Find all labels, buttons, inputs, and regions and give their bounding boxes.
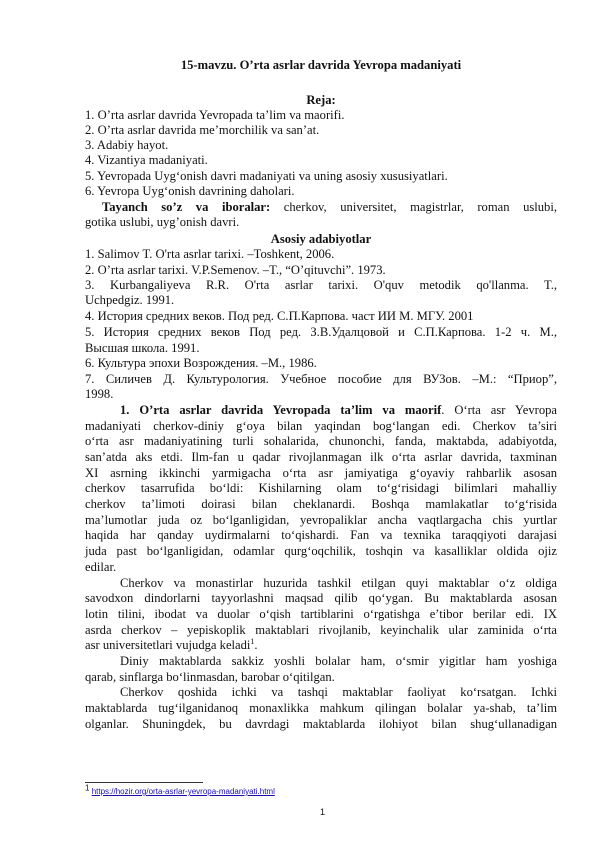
literature-item: 2. O’rta asrlar tarixi. V.P.Semenov. –T., “O’qituvchi”. 1973. xyxy=(85,263,386,277)
paragraph-line: XI asrning ikkinchi yarmigacha o‘rta asr jamiyatiga g‘oyaviy rahbarlik asosan xyxy=(85,466,557,480)
paragraph-line: madaniyati cherkov-diniy g‘oya bilan yaqindan bog‘langan edi. Cherkov ta’siri xyxy=(85,419,557,433)
footnote-reference[interactable]: 1 xyxy=(250,636,255,646)
literature-item: 6. Культура эпохи Возрождения. –М., 1986. xyxy=(85,356,317,370)
paragraph-end: . xyxy=(254,638,258,652)
paragraph-line: san’atda aks etdi. Ilm-fan u qadar rivojlanmagan ilk o‘rta asrlar davrida, taxminan xyxy=(85,450,557,464)
literature-item: 4. История средних веков. Под ред. С.П.Карпова. част ИИ М. МГУ. 2001 xyxy=(85,309,474,323)
paragraph-line: qarab, sinflarga bo‘linmasdan, barobar o‘qitilgan. xyxy=(85,670,335,684)
paragraph-line: cherkov ta’limoti doirasi bilan cheklanardi. Boshqa mamlakatlar to‘g‘risida xyxy=(85,497,557,511)
literature-item: Высшая школа. 1991. xyxy=(85,341,200,355)
keywords-label: Tayanch so’z va iboralar: xyxy=(102,200,271,214)
paragraph-line: ma’lumotlar juda oz bo‘lganligidan, yevropaliklar ancha vaqtlargacha chis yurtlar xyxy=(85,513,557,527)
literature-item: 5. История средних веков Под ред. З.В.Удалцовой и С.П.Карпова. 1-2 ч. М., xyxy=(85,325,557,339)
literature-item: 3. Kurbangaliyeva R.R. O'rta asrlar tarixi. O'quv metodik qo'llanma. T., xyxy=(85,278,557,292)
paragraph-line: maktablarda tug‘ilganidanoq monaxlikka mahkum qilingan bolalar ya-shab, ta’lim xyxy=(85,701,557,715)
keywords-line xyxy=(102,200,557,215)
footnote-mark: 1 xyxy=(85,783,90,793)
paragraph-text: asr universitetlari vujudga keladi xyxy=(85,638,251,652)
section-heading-line xyxy=(120,403,557,418)
page-title: 15-mavzu. O’rta asrlar davrida Yevropa madaniyati xyxy=(180,58,462,72)
plan-item: 5. Yevropada Uyg‘onish davri madaniyati va uning asosiy xususiyatlari. xyxy=(85,169,448,183)
literature-item: 1. Salimov T. O'rta asrlar tarixi. –Toshkent, 2006. xyxy=(85,247,335,261)
footnote xyxy=(85,783,275,797)
paragraph-line: savodxon dindorlarni tayyorlashni maqsad qilib qo‘ygan. Bu maktablarda asosan xyxy=(85,591,557,605)
paragraph-line: olganlar. Shuningdek, bu davrdagi maktablarda ilohiyot bilan shug‘ullanadigan xyxy=(85,717,557,731)
paragraph-line: o‘rta asr madaniyatining turli sohalarida, chunonchi, fanda, maktabda, adabiyotda, xyxy=(85,434,557,448)
paragraph-line: edilar. xyxy=(85,560,117,574)
page-number: 1 xyxy=(319,807,325,817)
plan-heading: Reja: xyxy=(306,93,336,107)
plan-item: 1. O’rta asrlar davrida Yevropada ta’lim va maorifi. xyxy=(85,108,345,122)
paragraph-line: Cherkov va monastirlar huzurida tashkil etilgan quyi maktablar o‘z oldiga xyxy=(120,576,557,590)
plan-item: 3. Adabiy hayot. xyxy=(85,138,169,152)
literature-item: 7. Силичев Д. Культурология. Учебное пособие для ВУЗов. –М.: “Приор”, xyxy=(85,372,557,386)
footnote-link[interactable]: https://hozir.org/orta-asrlar-yevropa-madaniyati.html xyxy=(91,787,275,796)
section-heading: 1. O’rta asrlar davrida Yevropada ta’lim va maorif xyxy=(120,403,442,417)
plan-item: 2. O’rta asrlar davrida me’morchilik va san’at. xyxy=(85,123,320,137)
keywords-line: gotika uslubi, uyg’onish davri. xyxy=(85,215,240,229)
paragraph-line: cherkov tasarrufida bo‘ldi: Kishilarning olam to‘g‘risidagi bilimlari mahalliy xyxy=(85,481,557,495)
section-heading-rest: . O‘rta asr Yevropa xyxy=(441,403,557,417)
plan-item: 4. Vizantiya madaniyati. xyxy=(85,153,208,167)
paragraph-line: haqida har qanday uydirmalarni to‘qishardi. Fan va texnika taraqqiyoti darajasi xyxy=(85,528,557,542)
literature-item: 1998. xyxy=(85,387,114,401)
literature-heading: Asosiy adabiyotlar xyxy=(270,232,372,246)
paragraph-line: Diniy maktablarda sakkiz yoshli bolalar ham, o‘smir yigitlar ham yoshiga xyxy=(120,654,557,668)
plan-item: 6. Yevropa Uyg‘onish davrining daholari. xyxy=(85,184,295,198)
footnote-separator xyxy=(85,782,203,783)
keywords-text: cherkov, universitet, magistrlar, roman uslubi, xyxy=(283,200,558,214)
paragraph-line: juda past bo‘lganligidan, odamlar qurg‘oqchilik, toshqin va kasalliklar oldida ojiz xyxy=(85,544,557,558)
paragraph-line: Cherkov qoshida ichki va tashqi maktablar faoliyat ko‘rsatgan. Ichki xyxy=(120,685,557,699)
paragraph-line xyxy=(85,638,258,653)
literature-item: Uchpedgiz. 1991. xyxy=(85,293,175,307)
paragraph-line: asrda cherkov – yepiskoplik maktablari rivojlanib, keyinchalik ular zaminida o‘rta xyxy=(85,623,557,637)
paragraph-line: lotin tilini, ibodat va duolar o‘qish tartiblarini o‘rgatishga e’tibor berilar edi. IX xyxy=(85,607,557,621)
